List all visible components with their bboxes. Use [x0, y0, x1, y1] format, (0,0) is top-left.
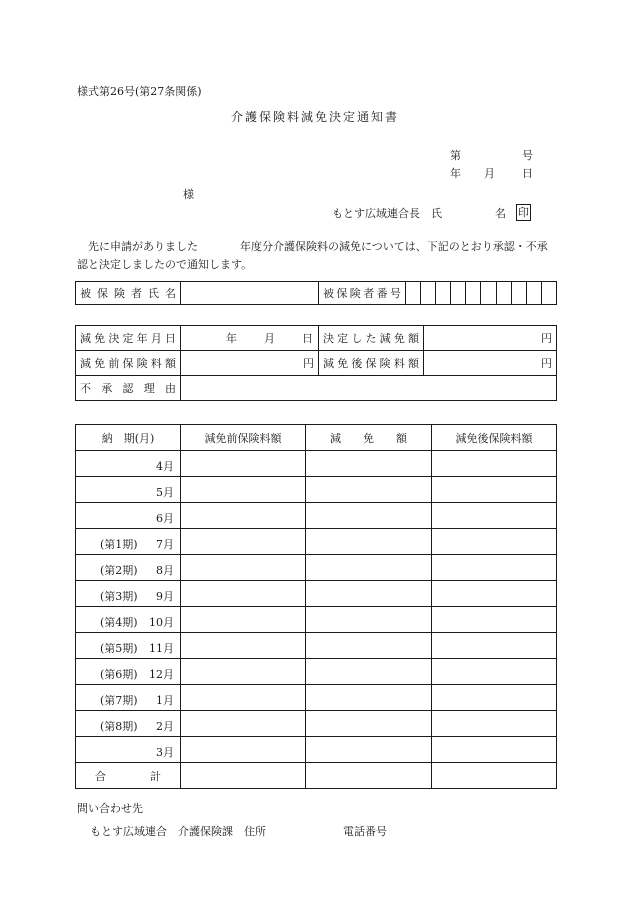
insured-name-field[interactable] — [181, 282, 319, 305]
reduction-amount-cell[interactable] — [306, 529, 432, 555]
contact-heading: 問い合わせ先 — [77, 802, 143, 815]
after-amount-cell[interactable] — [432, 503, 557, 529]
month-label: 10月 — [149, 616, 174, 629]
table-row — [76, 503, 557, 529]
installment-label: (第6期) — [100, 668, 138, 681]
addressee-honorific: 様 — [183, 188, 194, 201]
installment-label: (第4期) — [100, 616, 138, 629]
before-amount-cell[interactable] — [181, 633, 306, 659]
month-label: 7月 — [156, 538, 174, 551]
insured-number-digit[interactable] — [526, 282, 541, 305]
issue-year-label: 年 — [450, 167, 461, 180]
decided-amount-field[interactable] — [424, 326, 557, 351]
header-after-amount: 減免後保険料額 — [432, 425, 557, 451]
installment-label: (第3期) — [100, 590, 138, 603]
seal-mark: 印 — [518, 206, 529, 219]
table-row — [76, 529, 557, 555]
insured-number-digit[interactable] — [511, 282, 526, 305]
month-label: 3月 — [156, 746, 174, 759]
reduction-amount-cell[interactable] — [306, 503, 432, 529]
notice-body — [77, 238, 557, 274]
reduction-amount-cell[interactable] — [306, 451, 432, 477]
document-title: 介護保険料減免決定通知書 — [230, 110, 399, 124]
after-amount-cell[interactable] — [432, 633, 557, 659]
payment-period-cell — [76, 529, 181, 555]
reduction-amount-cell[interactable] — [306, 737, 432, 763]
payment-period-cell — [76, 555, 181, 581]
after-amount-cell[interactable] — [432, 685, 557, 711]
decision-table — [75, 325, 557, 401]
reduction-amount-cell[interactable] — [306, 607, 432, 633]
form-number: 様式第26号(第27条関係) — [77, 85, 202, 98]
before-amount-cell[interactable] — [181, 737, 306, 763]
insured-number-digit[interactable] — [436, 282, 451, 305]
month-label: 8月 — [156, 564, 174, 577]
total-after-amount[interactable] — [432, 763, 557, 789]
installment-label: (第2期) — [100, 564, 138, 577]
after-amount-cell[interactable] — [432, 451, 557, 477]
insured-number-digit[interactable] — [406, 282, 421, 305]
installment-label: (第8期) — [100, 720, 138, 733]
contact-details: もとす広域連合 介護保険課 住所 電話番号 — [90, 825, 387, 838]
yen-unit: 円 — [303, 357, 314, 370]
before-amount-cell[interactable] — [181, 529, 306, 555]
month-label: 1月 — [156, 694, 174, 707]
payment-period-cell — [76, 737, 181, 763]
issuer-name-label: 名 — [495, 207, 506, 220]
reduction-amount-cell[interactable] — [306, 555, 432, 581]
after-amount-cell[interactable] — [432, 737, 557, 763]
before-premium-label: 減免前保険料額 — [76, 351, 181, 376]
table-row — [76, 737, 557, 763]
decision-date-field[interactable] — [181, 326, 319, 351]
table-row — [76, 685, 557, 711]
month-label: 6月 — [156, 512, 174, 525]
payment-period-cell — [76, 451, 181, 477]
table-row — [76, 581, 557, 607]
decision-date-label: 減免決定年月日 — [76, 326, 181, 351]
payment-period-cell — [76, 633, 181, 659]
table-row — [76, 633, 557, 659]
table-row — [76, 659, 557, 685]
header-before-amount: 減免前保険料額 — [181, 425, 306, 451]
number-suffix-label: 号 — [522, 149, 533, 162]
insured-number-digit[interactable] — [481, 282, 496, 305]
payment-period-cell — [76, 607, 181, 633]
reduction-amount-cell[interactable] — [306, 581, 432, 607]
before-amount-cell[interactable] — [181, 581, 306, 607]
total-label: 合 計 — [76, 763, 181, 789]
payment-schedule-table — [75, 424, 557, 789]
after-amount-cell[interactable] — [432, 607, 557, 633]
installment-label: (第7期) — [100, 694, 138, 707]
before-amount-cell[interactable] — [181, 477, 306, 503]
after-amount-cell[interactable] — [432, 711, 557, 737]
after-premium-field[interactable] — [424, 351, 557, 376]
rejection-reason-label: 不承認理由 — [76, 376, 181, 401]
month-label: 5月 — [156, 486, 174, 499]
total-before-amount[interactable] — [181, 763, 306, 789]
before-amount-cell[interactable] — [181, 659, 306, 685]
issue-day-label: 日 — [522, 167, 533, 180]
payment-period-cell — [76, 581, 181, 607]
month-label: 11月 — [149, 642, 174, 655]
table-row — [76, 607, 557, 633]
installment-label: (第5期) — [100, 642, 138, 655]
table-row — [76, 451, 557, 477]
notice-body-rest: 年度分介護保険料の減免については、下記のとおり承認・不承認と決定しましたので通知します。 — [77, 240, 548, 271]
reduction-amount-cell[interactable] — [306, 633, 432, 659]
after-premium-label: 減免後保険料額 — [319, 351, 424, 376]
reduction-amount-cell[interactable] — [306, 711, 432, 737]
decision-day-label: 日 — [302, 332, 313, 345]
yen-unit: 円 — [541, 332, 552, 345]
before-amount-cell[interactable] — [181, 503, 306, 529]
decision-year-label: 年 — [226, 332, 237, 345]
issue-month-label: 月 — [484, 167, 495, 180]
before-amount-cell[interactable] — [181, 711, 306, 737]
insured-number-digit[interactable] — [421, 282, 436, 305]
notice-body-start: 先に申請がありました — [88, 240, 198, 253]
after-amount-cell[interactable] — [432, 555, 557, 581]
payment-period-cell — [76, 477, 181, 503]
before-amount-cell[interactable] — [181, 555, 306, 581]
after-amount-cell[interactable] — [432, 581, 557, 607]
payment-period-cell — [76, 659, 181, 685]
insured-number-digit[interactable] — [451, 282, 466, 305]
number-prefix-label: 第 — [450, 149, 461, 162]
after-amount-cell[interactable] — [432, 529, 557, 555]
rejection-reason-field[interactable] — [181, 376, 557, 401]
table-row — [76, 555, 557, 581]
total-reduction-amount[interactable] — [306, 763, 432, 789]
issuer-title: もとす広域連合長 氏 — [332, 207, 442, 220]
decision-month-label: 月 — [264, 332, 275, 345]
header-payment-period: 納 期(月) — [76, 425, 181, 451]
payment-period-cell — [76, 685, 181, 711]
month-label: 9月 — [156, 590, 174, 603]
insured-number-label: 被保険者番号 — [319, 282, 406, 305]
yen-unit: 円 — [541, 357, 552, 370]
decided-amount-label: 決定した減免額 — [319, 326, 424, 351]
installment-label: (第1期) — [100, 538, 138, 551]
before-amount-cell[interactable] — [181, 451, 306, 477]
before-amount-cell[interactable] — [181, 607, 306, 633]
after-amount-cell[interactable] — [432, 477, 557, 503]
payment-period-cell — [76, 711, 181, 737]
header-reduction-amount: 減 免 額 — [306, 425, 432, 451]
payment-period-cell — [76, 503, 181, 529]
reduction-amount-cell[interactable] — [306, 477, 432, 503]
insured-name-label: 被保険者氏名 — [76, 282, 181, 305]
month-label: 2月 — [156, 720, 174, 733]
reduction-amount-cell[interactable] — [306, 685, 432, 711]
before-amount-cell[interactable] — [181, 685, 306, 711]
insured-number-digit[interactable] — [466, 282, 481, 305]
insured-number-digit[interactable] — [496, 282, 511, 305]
month-label: 12月 — [149, 668, 174, 681]
month-label: 4月 — [156, 460, 174, 473]
before-premium-field[interactable] — [181, 351, 319, 376]
insured-number-digit[interactable] — [541, 282, 556, 305]
insured-person-table — [75, 281, 557, 305]
after-amount-cell[interactable] — [432, 659, 557, 685]
reduction-amount-cell[interactable] — [306, 659, 432, 685]
table-row — [76, 477, 557, 503]
table-row — [76, 711, 557, 737]
